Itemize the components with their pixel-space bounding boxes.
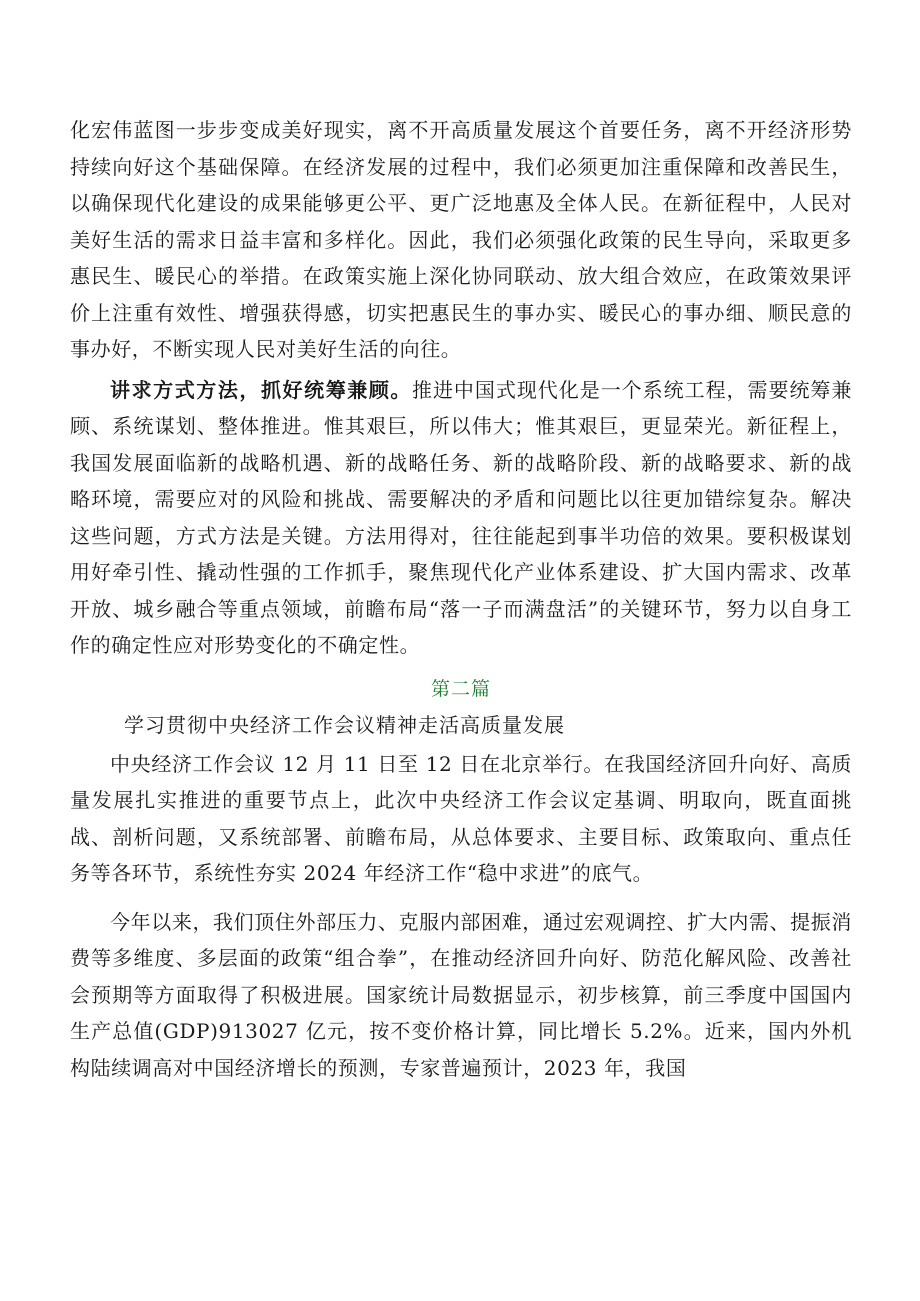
paragraph-gap: [70, 892, 852, 904]
paragraph-coordination: [70, 372, 852, 664]
article-title: 学习贯彻中央经济工作会议精神走活高质量发展: [124, 712, 565, 737]
paragraph-body: 推进中国式现代化是一个系统工程，需要统筹兼顾、系统谋划、整体推进。惟其艰巨，所以伟大；惟其艰巨，更显荣光。新征程上，我国发展面临新的战略机遇、新的战略任务、新的战略阶段、新的战略要求、新的战略环境，需要应对的风险和挑战、需要解决的矛盾和问题比以往更加错综复杂。解决这些问题，方式方法是关键。方法用得对，往往能起到事半功倍的效果。要积极谋划用好牵引性、撬动性强的工作抓手，聚焦现代化产业体系建设、扩大国内需求、改革开放、城乡融合等重点领域，前瞻布局“落一子而满盘活”的关键环节，努力以自身工作的确定性应对形势变化的不确定性。: [70, 377, 852, 657]
paragraph-conference: 中央经济工作会议 12 月 11 日至 12 日在北京举行。在我国经济回升向好、高质量发展扎实推进的重要节点上，此次中央经济工作会议定基调、明取向，既直面挑战、剖析问题，又系统部署、前瞻布局，从总体要求、主要目标、政策取向、重点任务等各环节，系统性夯实 2024 年经济工作“稳中求进”的底气。: [70, 751, 852, 885]
paragraph-continuation: 化宏伟蓝图一步步变成美好现实，离不开高质量发展这个首要任务，离不开经济形势持续向好这个基础保障。在经济发展的过程中，我们必须更加注重保障和改善民生，以确保现代化建设的成果能够更公平、更广泛地惠及全体人民。在新征程中，人民对美好生活的需求日益丰富和多样化。因此，我们必须强化政策的民生导向，采取更多惠民生、暖民心的举措。在政策实施上深化协同联动、放大组合效应，在政策效果评价上注重有效性、增强获得感，切实把惠民生的事办实、暖民心的事办细、顺民意的事办好，不断实现人民对美好生活的向往。: [70, 118, 852, 361]
paragraph-lead-heading: 讲求方式方法，抓好统筹兼顾。: [110, 377, 412, 402]
paragraph-economy: 今年以来，我们顶住外部压力、克服内部困难，通过宏观调控、扩大内需、提振消费等多维度、多层面的政策“组合拳”，在推动经济回升向好、防范化解风险、改善社会预期等方面取得了积极进展。国家统计局数据显示，初步核算，前三季度中国国内生产总值(GDP)913027 亿元，按不变价格计算，同比增长 5.2%。近来，国内外机构陆续调高对中国经济增长的预测，专家普遍预计，2023 年，我国: [70, 909, 852, 1080]
document-page: [70, 112, 852, 1086]
section-heading: 第二篇: [430, 677, 491, 700]
paragraph-gap: [70, 664, 852, 668]
